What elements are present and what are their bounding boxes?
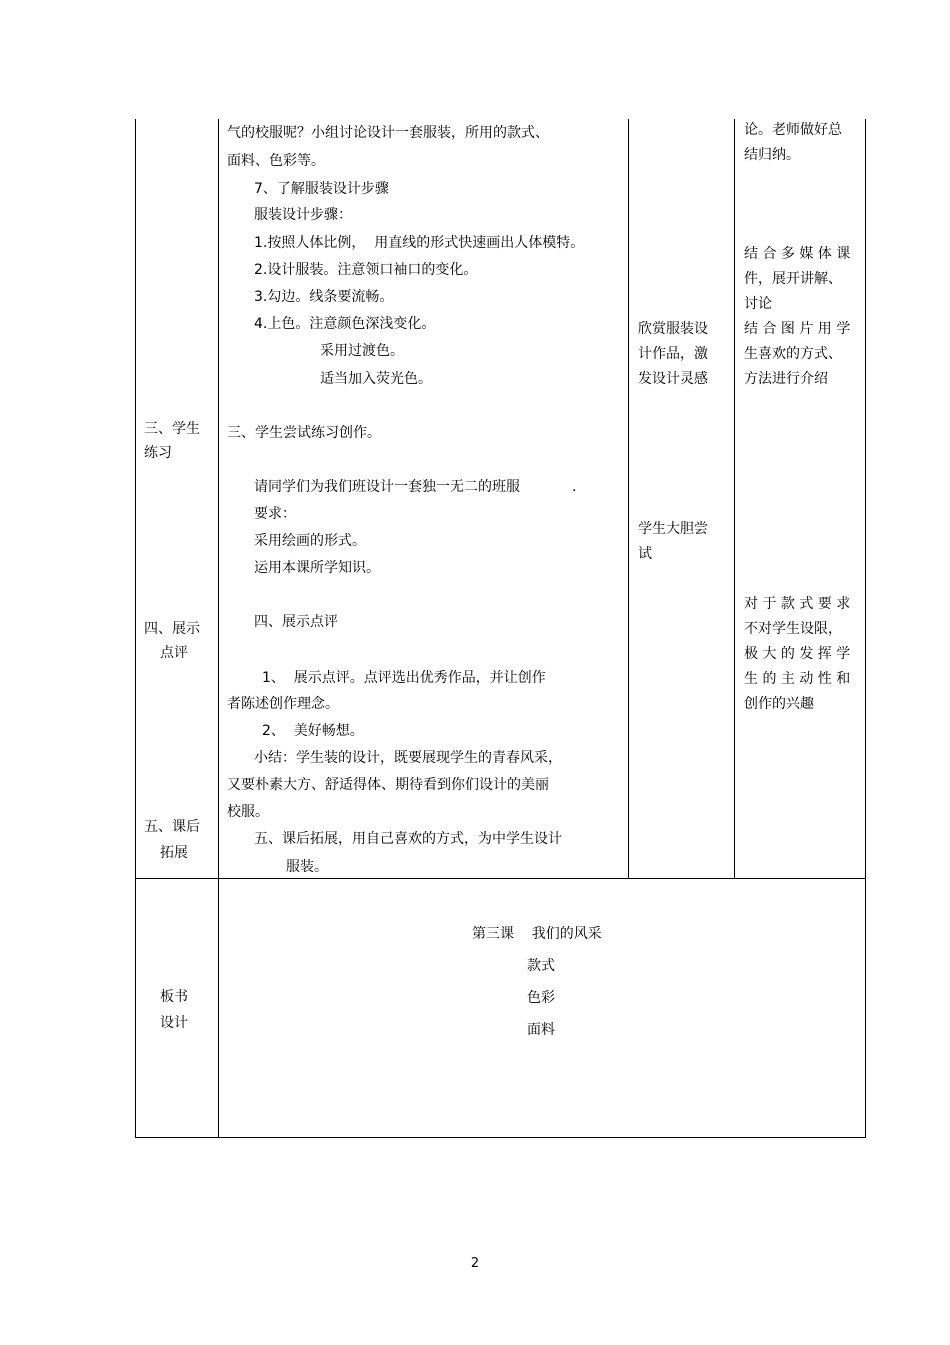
table-divider-student	[734, 119, 735, 879]
intent-line: 结 合 图 片 用 学	[744, 321, 851, 337]
board-item: 面料	[527, 1022, 555, 1038]
intent-line: 对 于 款 式 要 求	[744, 596, 851, 612]
board-title: 第三课 我们的风采	[472, 926, 602, 942]
table-row-divider	[135, 878, 866, 879]
content-line: 7、了解服装设计步骤	[254, 181, 389, 197]
stage-review-line1: 四、展示	[144, 621, 200, 637]
content-line: 五、课后拓展，用自己喜欢的方式，为中学生设计	[254, 831, 562, 847]
content-line: 4.上色。注意颜色深浅变化。	[254, 316, 436, 332]
content-line: 2、 美好畅想。	[262, 723, 364, 739]
stage-practice-line2: 练习	[144, 445, 172, 461]
content-line: 1、 展示点评。点评选出优秀作品，并让创作	[262, 670, 546, 686]
intent-line: 件，展开讲解、	[744, 271, 842, 287]
table-divider-content	[628, 119, 629, 879]
intent-line: 结 合 多 媒 体 课	[744, 246, 851, 262]
stage-extension-line2: 拓展	[160, 845, 188, 861]
stage-practice-line1: 三、学生	[144, 421, 200, 437]
content-line: 小结：学生装的设计，既要展现学生的青春风采，	[254, 750, 562, 766]
content-line: 校服。	[227, 804, 269, 820]
stage-review-line2: 点评	[160, 645, 188, 661]
board-item: 色彩	[527, 990, 555, 1006]
stage-board-line2: 设计	[160, 1015, 188, 1031]
table-divider-stage	[218, 119, 219, 1138]
content-line: 请同学们为我们班设计一套独一无二的班服	[254, 479, 520, 495]
content-line: 三、学生尝试练习创作。	[227, 425, 381, 441]
student-line: 计作品，激	[638, 346, 708, 362]
content-line: 服装设计步骤：	[254, 207, 352, 223]
page-number: 2	[470, 1256, 480, 1271]
content-line: 3.勾边。线条要流畅。	[254, 289, 394, 305]
content-line: 要求：	[254, 506, 296, 522]
table-border-right	[865, 119, 866, 1138]
intent-line: 生 的 主 动 性 和	[744, 671, 851, 687]
table-border-left	[135, 119, 136, 1138]
content-line: 气的校服呢？小组讨论设计一套服装，所用的款式、	[227, 125, 549, 141]
stage-extension-line1: 五、课后	[144, 819, 200, 835]
content-line: 采用绘画的形式。	[254, 533, 366, 549]
student-line: 欣赏服装设	[638, 321, 708, 337]
student-line: 学生大胆尝	[638, 521, 708, 537]
content-line: 2.设计服装。注意领口袖口的变化。	[254, 262, 478, 278]
board-item: 款式	[527, 958, 555, 974]
content-line: 又要朴素大方、舒适得体、期待看到你们设计的美丽	[227, 777, 549, 793]
intent-line: 方法进行介绍	[744, 371, 828, 387]
content-line: 服装。	[286, 859, 328, 875]
content-line: 面料、色彩等。	[227, 153, 325, 169]
table-border-bottom	[135, 1137, 866, 1138]
content-line: 四、展示点评	[254, 614, 338, 630]
stage-board-line1: 板书	[160, 989, 188, 1005]
intent-line: 创作的兴趣	[744, 696, 814, 712]
content-line: 适当加入荧光色。	[320, 371, 432, 387]
student-line: 发设计灵感	[638, 371, 708, 387]
intent-line: 生喜欢的方式、	[744, 346, 842, 362]
intent-line: 不对学生设限，	[744, 621, 842, 637]
intent-line: 讨论	[744, 296, 772, 312]
intent-line: 极 大 的 发 挥 学	[744, 646, 851, 662]
intent-line: 论。老师做好总	[744, 122, 842, 138]
student-line: 试	[638, 546, 652, 562]
content-line: 1.按照人体比例， 用直线的形式快速画出人体模特。	[254, 235, 585, 251]
content-line: .	[572, 479, 577, 495]
content-line: 采用过渡色。	[320, 343, 404, 359]
content-line: 者陈述创作理念。	[227, 696, 339, 712]
content-line: 运用本课所学知识。	[254, 560, 380, 576]
intent-line: 结归纳。	[744, 147, 800, 163]
